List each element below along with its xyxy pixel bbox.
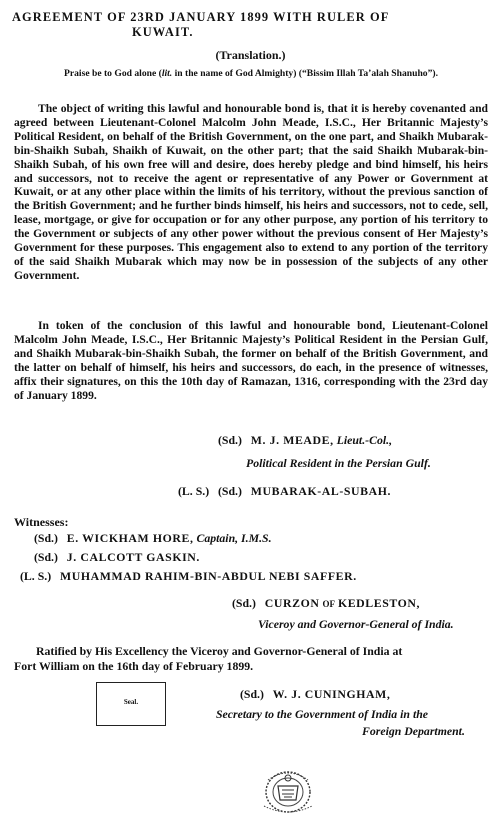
curzon-sd: (Sd.): [232, 596, 256, 610]
translation-label: (Translation.): [215, 48, 286, 62]
paragraph-1: The object of writing this lawful and honourable bond is, that it is hereby covenanted and agreed between Lieutenant-Colonel Malcolm John Meade, I.S.C., Her Britannic Majesty’s Political Resident, on behalf of the British Government, on the one part, and Shaikh Mubarak-bin-Shaikh Subah, Shaikh of Kuwait, on the other part; that the said Shaikh Mubarak-bin-Shaikh Subah, of his own free will and desire, does hereby pledge and bind himself, his heirs and successors, not to receive the agent or representative of any Power or Government at Kuwait, or at any other place within the limits of his territory, without the previous sanction of the British Government; and he further binds himself, his heirs and successors, not to cede, sell, lease, mortgage, or give for occupation or for any other purpose, any portion of his territory to the Government or subjects of any other power without the previous consent of Her Majesty’s Government for these purposes. This engagement also to extend to any portion of the territory of the said Shaikh Mubarak which may now be in possession of the subjects of any other Government.: [14, 102, 488, 282]
witness-3: [20, 569, 357, 584]
witness-1-mark: (Sd.): [34, 531, 58, 545]
mubarak-sd: (Sd.): [218, 484, 242, 498]
witnesses-heading: Witnesses:: [14, 515, 69, 529]
curzon-name: CURZON: [264, 596, 320, 610]
witness-2-mark: (Sd.): [34, 550, 58, 564]
ratification-line-1: Ratified by His Excellency the Viceroy and Governor-General of India at: [36, 644, 403, 658]
invocation-lit: lit.: [161, 68, 173, 79]
document-title: [12, 10, 490, 40]
printer-stamp-icon: [256, 766, 320, 816]
cuningham-name: W. J. CUNINGHAM,: [272, 687, 391, 701]
witness-2-name: J. CALCOTT GASKIN.: [66, 550, 200, 564]
meade-rank: Lieut.-Col.,: [336, 433, 393, 447]
curzon-signature: [232, 596, 420, 611]
meade-sd: (Sd.): [218, 433, 242, 447]
witness-3-name: MUHAMMAD RAHIM-BIN-ABDUL NEBI SAFFER.: [60, 569, 357, 583]
cuningham-sd: (Sd.): [240, 687, 264, 701]
curzon-title: Viceroy and Governor-General of India.: [258, 617, 454, 631]
seal-label: Seal.: [123, 698, 139, 706]
witness-2: [34, 550, 200, 565]
meade-title: Political Resident in the Persian Gulf.: [246, 456, 431, 470]
title-line-1: AGREEMENT OF 23RD JANUARY 1899 WITH RULER OF: [12, 10, 390, 24]
cuningham-title-2: Foreign Department.: [362, 724, 465, 738]
invocation-text-rest: in the name of God Almighty) (“Bissim Illah Ta’alah Shanuho”).: [172, 68, 438, 79]
mubarak-name: MUBARAK-AL-SUBAH.: [250, 484, 392, 498]
witness-3-mark: (L. S.): [20, 569, 52, 583]
curzon-kedleston: KEDLESTON,: [337, 596, 421, 610]
seal-box: [96, 682, 166, 726]
meade-signature: [218, 433, 392, 448]
cuningham-signature: [240, 687, 390, 702]
invocation-text: Praise be to God alone (: [64, 68, 162, 79]
witness-1-name: E. WICKHAM HORE,: [66, 531, 194, 545]
invocation: [14, 68, 488, 80]
meade-name: M. J. MEADE,: [250, 433, 334, 447]
mubarak-ls: (L. S.): [178, 484, 210, 498]
ratification-line-2: Fort William on the 16th day of February 1899.: [14, 659, 254, 673]
title-line-2: KUWAIT.: [132, 25, 194, 39]
witness-1-role: Captain, I.M.S.: [196, 531, 272, 545]
cuningham-title-1: Secretary to the Government of India in the: [216, 707, 429, 721]
mubarak-signature: [178, 484, 391, 499]
paragraph-2: In token of the conclusion of this lawful and honourable bond, Lieutenant-Colonel Malcolm John Meade, I.S.C., Her Britannic Majesty’s Political Resident in the Persian Gulf, and Shaikh Mubarak-bin-Shaikh Subah, the former on behalf of the British Government, and the latter on behalf of himself, his heirs and successors, do each, in the presence of witnesses, affix their signatures, on this the 10th day of Ramazan, 1316, corresponding with the 23rd day of January 1899.: [14, 319, 488, 402]
curzon-of: OF: [322, 599, 335, 609]
witness-1: [34, 531, 272, 546]
